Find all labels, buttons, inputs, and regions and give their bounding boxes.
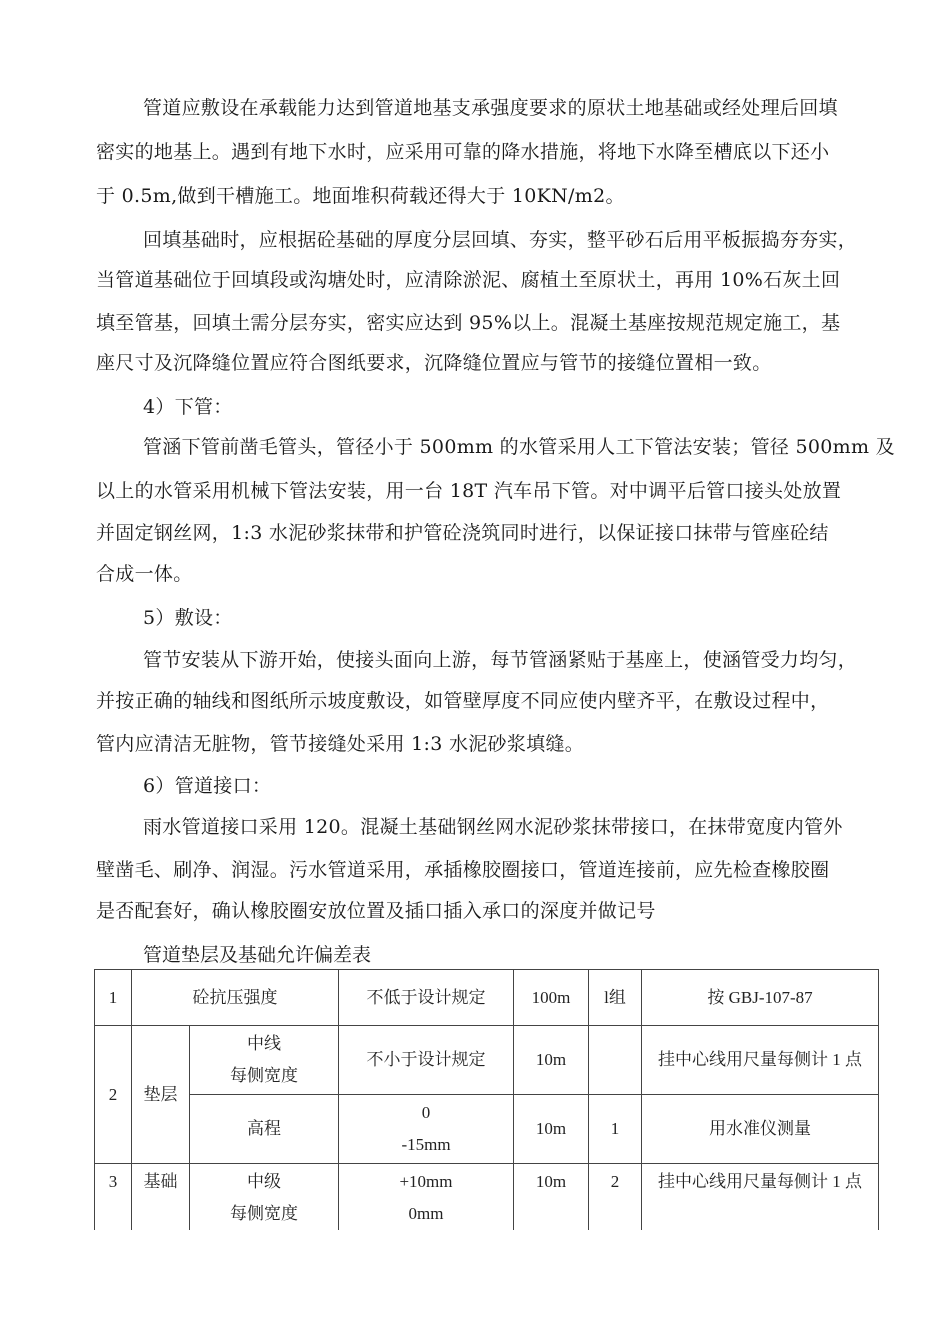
- check-method: 挂中心线用尺量每侧计 1 点: [642, 1026, 879, 1095]
- allowed-deviation-line: 0mm: [408, 1204, 444, 1223]
- paragraph-8-line-2: 壁凿毛、刷净、润湿。污水管道采用，承插橡胶圈接口，管道连接前，应先检查橡胶圈: [96, 859, 830, 881]
- check-item-line: 每侧宽度: [230, 1066, 298, 1085]
- section-heading-joints: 6）管道接口：: [143, 775, 272, 797]
- paragraph-4-line-1: 管涵下管前凿毛管头，管径小于 500mm 的水管采用人工下管法安装；管径 500mm 及: [143, 436, 895, 458]
- table-row: [95, 1164, 879, 1231]
- allowed-deviation: 不低于设计规定: [339, 970, 514, 1026]
- paragraph-2-line-2: 当管道基础位于回填段或沟塘处时，应清除淤泥、腐植土至原状土，再用 10%石灰土回: [96, 269, 841, 291]
- check-item: [190, 1164, 339, 1231]
- row-group: 垫层: [132, 1026, 190, 1164]
- check-item-line: 中线: [247, 1034, 281, 1053]
- row-group: 基础: [132, 1164, 190, 1231]
- allowed-deviation: [339, 1164, 514, 1231]
- paragraph-6-line-3: 管内应清洁无脏物，管节接缝处采用 1:3 水泥砂浆填缝。: [96, 733, 585, 755]
- tolerance-table: [94, 969, 879, 1230]
- check-method: 按 GBJ-107-87: [642, 970, 879, 1026]
- check-item: 高程: [190, 1095, 339, 1164]
- check-range: 10m: [514, 1026, 589, 1095]
- table-row: [95, 1026, 879, 1095]
- table-row: [95, 1095, 879, 1164]
- row-number: 3: [95, 1164, 132, 1231]
- row-number: 2: [95, 1026, 132, 1164]
- section-heading-laying: 5）敷设：: [143, 607, 233, 629]
- paragraph-6-line-1: 管节安装从下游开始，使接头面向上游，每节管涵紧贴于基座上，使涵管受力均匀，: [143, 649, 858, 671]
- paragraph-4-line-3: 并固定钢丝网，1:3 水泥砂浆抹带和护管砼浇筑同时进行，以保证接口抹带与管座砼结: [96, 522, 829, 544]
- paragraph-1-line-1: 管道应敷设在承载能力达到管道地基支承强度要求的原状土地基础或经处理后回填: [143, 97, 838, 119]
- paragraph-2-line-4: 座尺寸及沉降缝位置应符合图纸要求，沉降缝位置应与管节的接缝位置相一致。: [96, 352, 772, 374]
- paragraph-4-line-4: 合成一体。: [96, 563, 193, 585]
- check-item-line: 中级: [247, 1172, 281, 1191]
- allowed-deviation-line: +10mm: [399, 1172, 453, 1191]
- paragraph-1-line-3: 于 0.5m,做到干槽施工。地面堆积荷载还得大于 10KN/m2。: [96, 185, 625, 207]
- check-points: l组: [589, 970, 642, 1026]
- check-method: 用水准仪测量: [642, 1095, 879, 1164]
- paragraph-2-line-1: 回填基础时，应根据砼基础的厚度分层回填、夯实，整平砂石后用平板振捣夯夯实，: [143, 229, 858, 251]
- paragraph-4-line-2: 以上的水管采用机械下管法安装，用一台 18T 汽车吊下管。对中调平后管口接头处放置: [96, 480, 842, 502]
- paragraph-8-line-3: 是否配套好，确认橡胶圈安放位置及插口插入承口的深度并做记号: [96, 900, 656, 922]
- check-range: 10m: [514, 1095, 589, 1164]
- section-heading-lowering: 4）下管：: [143, 396, 233, 418]
- table-row: [95, 970, 879, 1026]
- allowed-deviation-line: 0: [421, 1103, 431, 1122]
- check-points: 2: [589, 1164, 642, 1231]
- allowed-deviation: 不小于设计规定: [339, 1026, 514, 1095]
- paragraph-6-line-2: 并按正确的轴线和图纸所示坡度敷设，如管壁厚度不同应使内壁齐平，在敷设过程中，: [96, 690, 830, 712]
- check-range: 10m: [514, 1164, 589, 1231]
- check-item-line: 每侧宽度: [230, 1204, 298, 1223]
- check-item: [190, 1026, 339, 1095]
- allowed-deviation-line: -15mm: [401, 1135, 451, 1154]
- paragraph-2-line-3: 填至管基，回填土需分层夯实，密实应达到 95%以上。混凝土基座按规范规定施工，基: [96, 312, 841, 334]
- paragraph-1-line-2: 密实的地基上。遇到有地下水时，应采用可靠的降水措施，将地下水降至槽底以下还小: [96, 141, 830, 163]
- paragraph-8-line-1: 雨水管道接口采用 120。混凝土基础钢丝网水泥砂浆抹带接口，在抹带宽度内管外: [143, 816, 843, 838]
- allowed-deviation: [339, 1095, 514, 1164]
- row-number: 1: [95, 970, 132, 1026]
- check-item: 砼抗压强度: [132, 970, 339, 1026]
- check-points: 1: [589, 1095, 642, 1164]
- check-points: [589, 1026, 642, 1095]
- check-range: 100m: [514, 970, 589, 1026]
- table-title: 管道垫层及基础允许偏差表: [143, 944, 372, 966]
- check-method: 挂中心线用尺量每侧计 1 点: [642, 1164, 879, 1231]
